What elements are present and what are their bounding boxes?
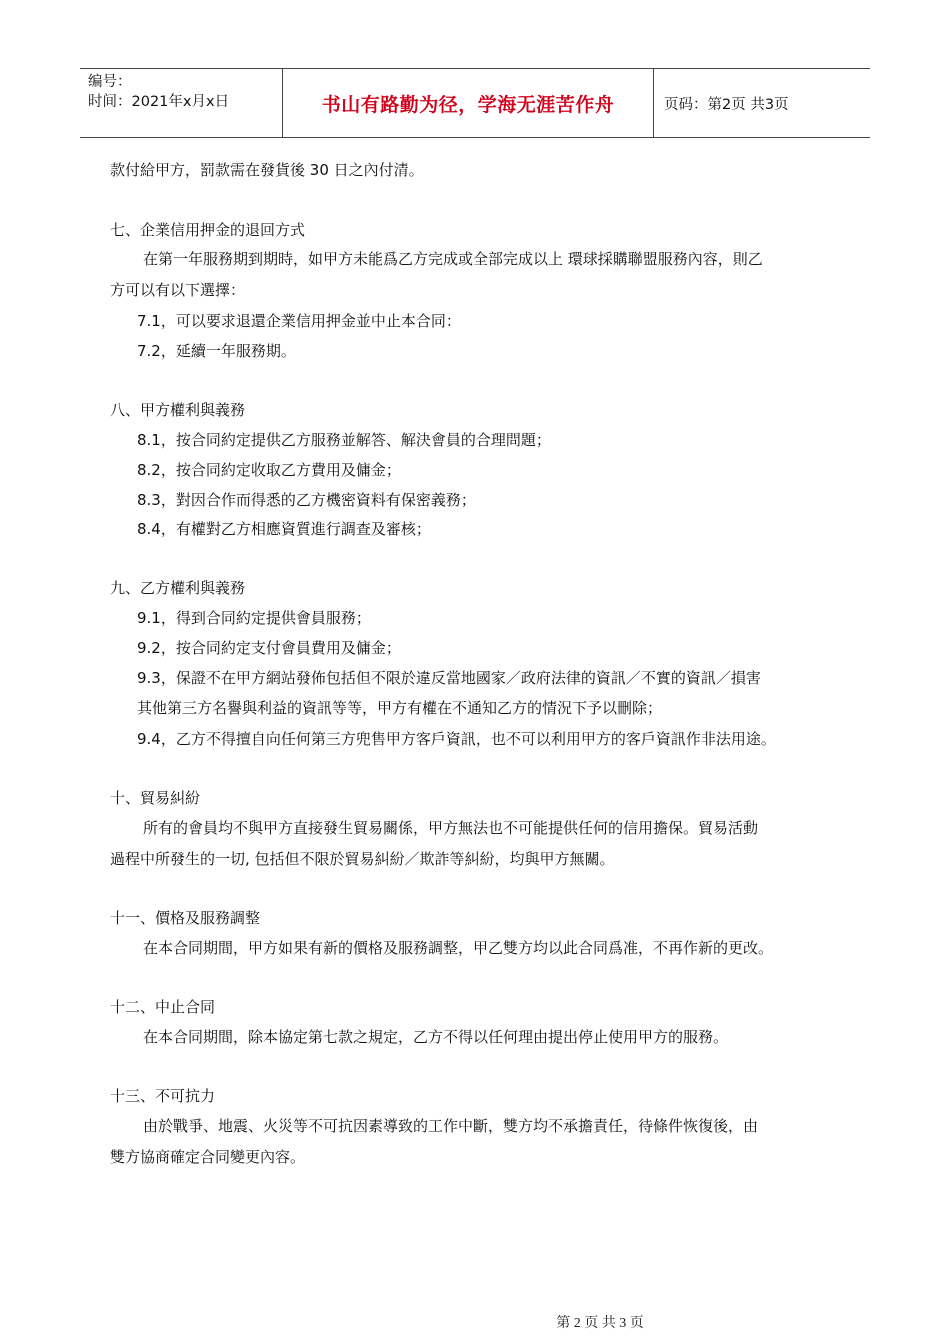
header-motto: 书山有路勤为径，学海无涯苦作舟 xyxy=(282,69,654,137)
clause-9-3: 9.3，保證不在甲方網站發佈包括但不限於違反當地國家／政府法律的資訊／不實的資訊／損害 xyxy=(137,669,761,687)
page-header xyxy=(80,68,870,138)
clause-9-1: 9.1，得到合同約定提供會員服務； xyxy=(137,609,371,627)
document-number-label: 编号： xyxy=(88,74,132,90)
section-10-title: 十、貿易糾紛 xyxy=(110,789,201,807)
section-12-title: 十二、中止合同 xyxy=(110,998,216,1016)
section-9-title: 九、乙方權利與義務 xyxy=(110,579,246,597)
document-date: 时间：2021年x月x日 xyxy=(88,94,230,110)
clause-9-2: 9.2，按合同約定支付會員費用及傭金； xyxy=(137,639,401,657)
paragraph-line: 款付給甲方，罰款需在發貨後 30 日之內付清。 xyxy=(110,161,424,179)
paragraph-line: 在本合同期間，除本協定第七款之規定，乙方不得以任何理由提出停止使用甲方的服務。 xyxy=(143,1028,729,1046)
paragraph-line: 雙方協商確定合同變更內容。 xyxy=(110,1148,306,1166)
clause-8-4: 8.4，有權對乙方相應資質進行調查及審核； xyxy=(137,520,431,538)
paragraph-line: 過程中所發生的一切, 包括但不限於貿易糾紛／欺詐等糾紛，均與甲方無關。 xyxy=(110,850,615,868)
clause-8-1: 8.1，按合同約定提供乙方服務並解答、解決會員的合理問題； xyxy=(137,431,551,449)
section-8-title: 八、甲方權利與義務 xyxy=(110,401,246,419)
footer-page-number: 第 2 页 共 3 页 xyxy=(556,1316,644,1331)
paragraph-line: 方可以有以下選擇： xyxy=(110,281,246,299)
header-meta xyxy=(80,69,282,137)
clause-9-4: 9.4，乙方不得擅自向任何第三方兜售甲方客戶資訊，也不可以利用甲方的客戶資訊作非法用途。 xyxy=(137,730,776,748)
paragraph-line: 在第一年服務期到期時，如甲方未能爲乙方完成或全部完成以上 環球採購聯盟服務內容，則乙 xyxy=(143,250,763,268)
header-page-info: 页码：第2页 共3页 xyxy=(664,96,789,113)
clause-8-2: 8.2，按合同約定收取乙方費用及傭金； xyxy=(137,461,401,479)
paragraph-line: 在本合同期間，甲方如果有新的價格及服務調整，甲乙雙方均以此合同爲准，不再作新的更改。 xyxy=(143,939,774,957)
clause-8-3: 8.3，對因合作而得悉的乙方機密資料有保密義務； xyxy=(137,491,476,509)
paragraph-line: 所有的會員均不與甲方直接發生貿易關係，甲方無法也不可能提供任何的信用擔保。貿易活動 xyxy=(143,819,759,837)
clause-7-1: 7.1，可以要求退還企業信用押金並中止本合同： xyxy=(137,312,461,330)
clause-7-2: 7.2，延續一年服務期。 xyxy=(137,342,296,360)
section-7-title: 七、企業信用押金的退回方式 xyxy=(110,221,306,239)
page-footer xyxy=(0,1312,950,1332)
paragraph-line: 由於戰爭、地震、火災等不可抗因素導致的工作中斷，雙方均不承擔責任，待條件恢復後，由 xyxy=(143,1117,759,1135)
clause-9-3-cont: 其他第三方名譽與利益的資訊等等，甲方有權在不通知乙方的情況下予以刪除； xyxy=(137,699,663,717)
section-13-title: 十三、不可抗力 xyxy=(110,1087,216,1105)
section-11-title: 十一、價格及服務調整 xyxy=(110,909,261,927)
